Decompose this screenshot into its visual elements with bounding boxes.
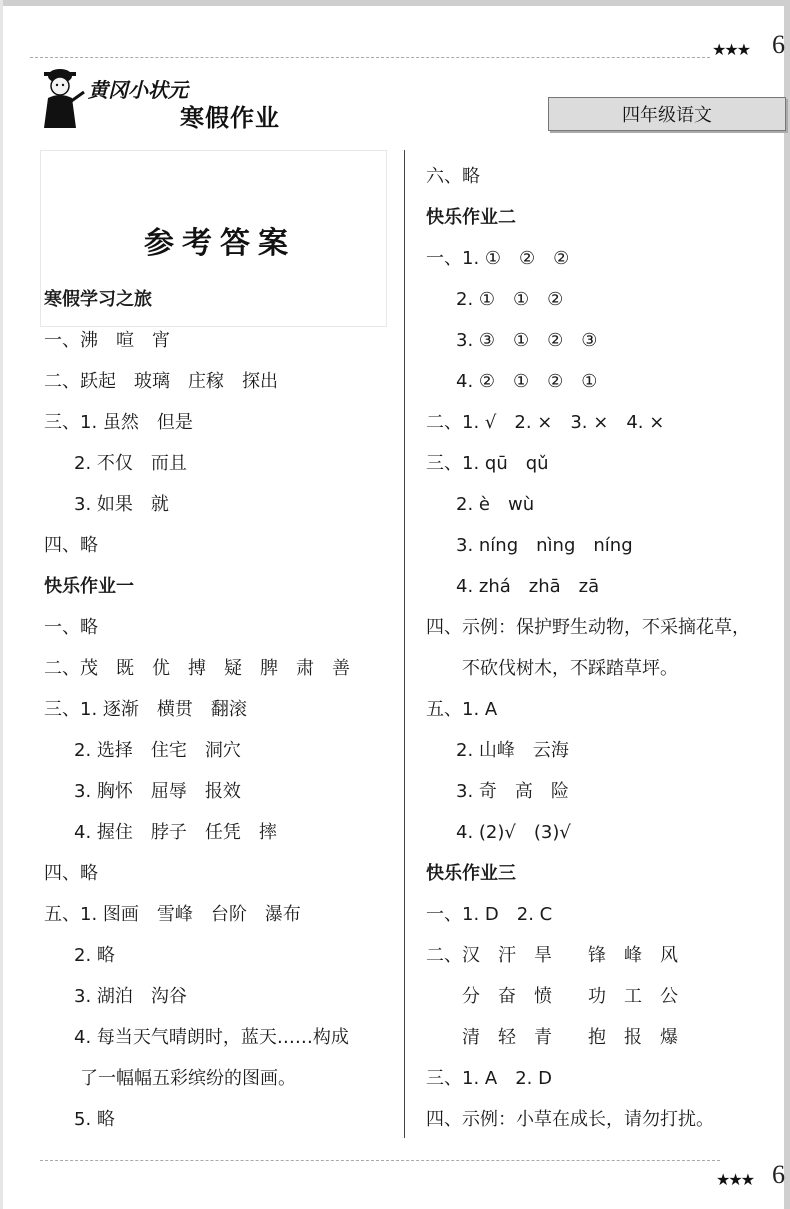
answer-line: 2. 选择 住宅 洞穴 — [74, 740, 241, 761]
answer-line: 六、略 — [426, 166, 480, 187]
answer-line: 一、1. ① ② ② — [426, 248, 570, 269]
answer-line: 3. 胸怀 屈辱 报效 — [74, 781, 241, 802]
answer-line: 2. ① ① ② — [456, 289, 564, 310]
answer-line: 了一幅幅五彩缤纷的图画。 — [80, 1068, 296, 1089]
answer-line: 3. 奇 高 险 — [456, 781, 569, 802]
footer-page-number: 6 — [772, 1160, 785, 1189]
answer-line: 2. 山峰 云海 — [456, 740, 569, 761]
answer-line: 4. ② ① ② ① — [456, 371, 598, 392]
answer-line: 4. zhá zhā zā — [456, 576, 600, 597]
answer-line: 4. (2)√ (3)√ — [456, 822, 571, 843]
series-logo: 黄冈小状元 — [88, 78, 188, 102]
answer-line: 三、1. 虽然 但是 — [44, 412, 193, 433]
header-stars: ★★★ — [712, 40, 750, 59]
footer-stars: ★★★ — [716, 1170, 754, 1189]
answer-line: 三、1. qū qǔ — [426, 453, 549, 474]
answer-line: 一、略 — [44, 617, 98, 638]
answer-line: 四、略 — [44, 535, 98, 556]
section-heading: 快乐作业一 — [44, 576, 134, 597]
answer-line: 不砍伐树木，不踩踏草坪。 — [462, 658, 678, 679]
answer-line: 三、1. A 2. D — [426, 1068, 552, 1089]
answer-line: 2. 不仅 而且 — [74, 453, 187, 474]
answer-line: 四、示例：保护野生动物，不采摘花草， — [426, 617, 750, 638]
answer-line: 一、沸 喧 宵 — [44, 330, 170, 351]
answer-line: 3. 如果 就 — [74, 494, 169, 515]
answer-line: 5. 略 — [74, 1109, 115, 1130]
column-divider — [404, 150, 405, 1138]
answer-line: 4. 每当天气晴朗时，蓝天……构成 — [74, 1027, 349, 1048]
page-border-left — [0, 0, 3, 1209]
header-page-number: 6 — [772, 30, 785, 59]
answer-line: 一、1. D 2. C — [426, 904, 553, 925]
page-border-right — [784, 0, 790, 1209]
grade-label: 四年级语文 — [622, 105, 712, 126]
section-heading: 快乐作业二 — [426, 207, 516, 228]
answer-line: 4. 握住 脖子 任凭 摔 — [74, 822, 277, 843]
answer-line: 3. 湖泊 沟谷 — [74, 986, 187, 1007]
page-border-top — [0, 0, 790, 6]
answer-line: 清 轻 青 抱 报 爆 — [462, 1027, 678, 1048]
answer-line: 3. ③ ① ② ③ — [456, 330, 598, 351]
answer-line: 三、1. 逐渐 横贯 翻滚 — [44, 699, 247, 720]
brand-title: 寒假作业 — [180, 104, 280, 132]
answer-line: 2. è wù — [456, 494, 535, 515]
answer-line: 四、略 — [44, 863, 98, 884]
footer-dashed-rule — [40, 1160, 720, 1161]
answer-line: 二、1. √ 2. × 3. × 4. × — [426, 412, 665, 433]
scholar-mascot-icon — [34, 62, 86, 130]
answer-line: 2. 略 — [74, 945, 115, 966]
answer-line: 五、1. 图画 雪峰 台阶 瀑布 — [44, 904, 301, 925]
section-heading: 快乐作业三 — [426, 863, 516, 884]
header-dashed-rule — [30, 57, 710, 58]
answer-line: 3. níng nìng níng — [456, 535, 633, 556]
answer-line: 二、茂 既 优 搏 疑 脾 肃 善 — [44, 658, 350, 679]
answer-line: 二、汉 汗 旱 锋 峰 风 — [426, 945, 678, 966]
section-heading: 寒假学习之旅 — [44, 289, 152, 310]
answer-line: 五、1. A — [426, 699, 498, 720]
answer-line: 四、示例：小草在成长，请勿打扰。 — [426, 1109, 714, 1130]
page-title: 参考答案 — [144, 226, 296, 261]
grade-label-box — [548, 97, 786, 131]
answer-line: 二、跃起 玻璃 庄稼 探出 — [44, 371, 278, 392]
answer-line: 分 奋 愤 功 工 公 — [462, 986, 678, 1007]
